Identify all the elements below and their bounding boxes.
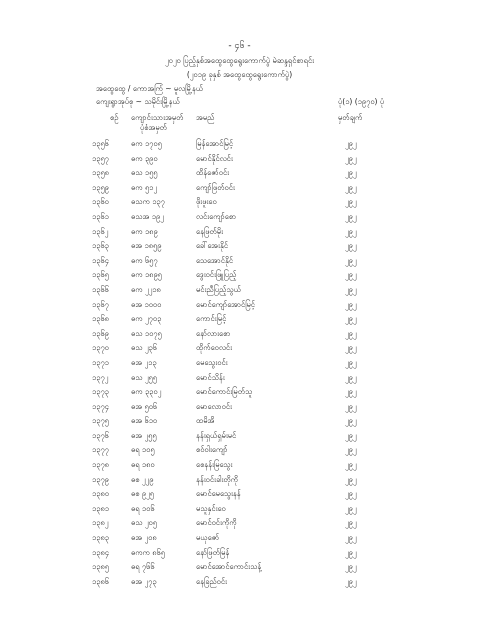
cell-note: ၂၉၂ <box>345 474 357 484</box>
col-header-id: ကျောင်းသားအမှတ် <box>131 113 184 122</box>
cell-no: ၁၃၆၇ <box>92 299 109 309</box>
table-row <box>0 195 479 210</box>
table-row <box>0 371 479 386</box>
cell-note: ၂၉၂ <box>345 168 357 178</box>
table-row <box>0 502 479 517</box>
cell-id: ဓစ ၂၂၉ <box>131 474 154 484</box>
table-row <box>0 181 479 196</box>
cell-no: ၁၃၇၄ <box>92 401 109 411</box>
cell-note: ၂၉၂ <box>345 241 357 251</box>
cell-id: ဓက ၁၇၀၅ <box>131 139 162 148</box>
cell-id: ဓသ ၂၅၅ <box>131 372 157 382</box>
cell-no: ၁၃၇၅ <box>92 416 109 426</box>
cell-id: ဓသ ၁၀၇၅ <box>131 328 162 338</box>
cell-id: ဓအ ၅၀၆ <box>131 401 158 411</box>
cell-note: ၂၉၂ <box>345 255 357 265</box>
cell-no: ၁၃၈၄ <box>92 547 109 557</box>
cell-note: ၂၉၂ <box>345 460 357 470</box>
cell-no: ၁၃၆၂ <box>92 226 109 236</box>
cell-id: ဓက ၆၅၇ <box>131 255 158 265</box>
cell-no: ၁၃၆၆ <box>92 284 109 294</box>
cell-id: ဓက ၂၇၀၃ <box>131 314 162 324</box>
col-header-name: အမည် <box>196 113 215 122</box>
cell-no: ၁၃၇၇ <box>92 445 109 455</box>
cell-no: ၁၃၇၈ <box>92 460 109 470</box>
cell-id: ဓအ ၁၈၅၉ <box>131 241 162 251</box>
table-row <box>0 443 479 458</box>
cell-id: ဓရ ၁၈၀ <box>131 460 155 470</box>
cell-name: ထမိအိ <box>196 416 215 426</box>
cell-no: ၁၃၆၅ <box>92 270 109 280</box>
table-row <box>0 400 479 415</box>
cell-id: ဓက ၃၃၀၂ <box>131 387 162 397</box>
cell-name: လင်းကျော်စော <box>196 211 237 221</box>
cell-note: ၂၉၂ <box>345 299 357 309</box>
cell-note: ၂၉၂ <box>345 139 357 148</box>
cell-name: စေနန်းမြသွေး <box>196 460 233 470</box>
table-row <box>0 385 479 400</box>
cell-id: ဓအ ၂၇၃ <box>131 576 157 586</box>
table-row <box>0 298 479 313</box>
table-row <box>0 327 479 342</box>
cell-id: ဓရ ၁၀၆ <box>131 503 155 513</box>
table-row <box>0 341 479 356</box>
header-left-line-1: အထွေထွေ / ကောအကြံ ~ မူလမြို့နယ် <box>96 84 204 93</box>
cell-id: ဓသ ၂၀၅ <box>131 518 157 528</box>
cell-note: ၂၉၂ <box>345 518 357 528</box>
cell-note: ၂၉၂ <box>345 387 357 397</box>
cell-name: မြန်အောင်မြင့် <box>196 139 234 148</box>
cell-note: ၂၉၂ <box>345 284 357 294</box>
cell-note: ၂၉၂ <box>345 503 357 513</box>
cell-name: မယုဇော် <box>196 533 220 543</box>
cell-name: မောင်နိုင်လင်း <box>196 153 233 163</box>
cell-note: ၂၉၂ <box>345 489 357 499</box>
cell-id: ဓစ ၉၂၅ <box>131 489 154 499</box>
cell-name: မသူနှင်းဝေ <box>196 503 226 513</box>
cell-no: ၁၃၈၆ <box>92 576 109 586</box>
cell-name: နော်ဖြတ်မြန် <box>196 547 230 557</box>
cell-id: ဓက ၂၂၁၈ <box>131 284 161 294</box>
cell-note: ၂၉၂ <box>345 357 357 367</box>
cell-no: ၁၃၇၆ <box>92 430 109 440</box>
col-header-no: စဉ် <box>110 113 119 122</box>
cell-name: မောင်မေသွေးနန် <box>196 489 241 499</box>
cell-no: ၁၃၈၃ <box>92 533 109 543</box>
table-row <box>0 356 479 371</box>
cell-id: ဓကက ၈၆၅ <box>131 547 166 557</box>
table-row <box>0 531 479 546</box>
table-row <box>0 560 479 575</box>
cell-name: မောလောဝင်း <box>196 401 232 411</box>
table-row <box>0 312 479 327</box>
cell-note: ၂၉၂ <box>345 153 357 163</box>
cell-note: ၂၉၂ <box>345 430 357 440</box>
cell-name: နေဖြတ်မိုး <box>196 226 223 236</box>
document-title: ၂၀၂၀ ပြည့်နှစ်အထွေထွေရွေးကောက်ပွဲ မဲဆန္ဒရှင်စာရင်း <box>164 56 315 65</box>
table-row <box>0 516 479 531</box>
table-row <box>0 414 479 429</box>
cell-id: ဓက ၅၁၂ <box>131 182 158 192</box>
cell-name: ဖိုးဖူးဝေ <box>196 197 217 207</box>
table-row <box>0 166 479 181</box>
cell-no: ၁၃၅၈ <box>92 168 109 178</box>
cell-note: ၂၉၂ <box>345 197 357 207</box>
table-row <box>0 546 479 561</box>
cell-no: ၁၃၇၁ <box>92 357 109 367</box>
cell-id: ဓက ၃၉၀ <box>131 153 158 163</box>
cell-id: ဓရ ၁၀၅ <box>131 445 155 455</box>
cell-no: ၁၃၆၈ <box>92 314 109 324</box>
cell-no: ၁၃၆၉ <box>92 328 109 338</box>
cell-name: နော်လားစော <box>196 328 231 338</box>
page-number: - ၄၆ - <box>228 41 251 51</box>
header-left-line-2: ကျေးရွာအုပ်စု ~ သမိုင်းမြို့နယ် <box>96 97 180 106</box>
cell-no: ၁၃၈၂ <box>92 518 109 528</box>
cell-name: မေသွေးဝင်း <box>196 357 228 367</box>
cell-note: ၂၉၂ <box>345 401 357 411</box>
cell-id: ဓက ၁၈၉ <box>131 226 158 236</box>
cell-no: ၁၃၈၅ <box>92 562 109 572</box>
cell-note: ၂၉၂ <box>345 182 357 192</box>
cell-id: ဓသအ ၁၉၂ <box>131 211 164 221</box>
cell-id: ဓအ ၁၀၀၀ <box>131 299 162 309</box>
table-row <box>0 239 479 254</box>
cell-note: ၂၉၂ <box>345 343 357 353</box>
table-row <box>0 225 479 240</box>
cell-id: ဓအ ၂၅၅ <box>131 430 157 440</box>
table-row <box>0 487 479 502</box>
table-row <box>0 210 479 225</box>
col-header-id-sub: ပုံစံအမှတ် <box>140 123 167 132</box>
cell-name: နန်းရှယ်ရှမ်းမင် <box>196 430 237 440</box>
cell-id: ဓအ ၂၁၃ <box>131 357 157 367</box>
cell-no: ၁၃၅၆ <box>92 139 109 148</box>
cell-no: ၁၃၆၀ <box>92 197 109 207</box>
cell-name: စဝ်ဝါးကျော် <box>196 445 228 455</box>
cell-name: သေအောင်နိုင် <box>196 255 233 265</box>
table-row <box>0 575 479 590</box>
cell-note: ၂၉၂ <box>345 211 357 221</box>
table-row <box>0 429 479 444</box>
table-row <box>0 268 479 283</box>
table-row <box>0 283 479 298</box>
cell-name: မောင်ကောင်းမြတ်သူ <box>196 387 253 397</box>
cell-no: ၁၃၈၁ <box>92 503 109 513</box>
cell-name: မောင်ဝင်းကိုကို <box>196 518 237 528</box>
cell-id: ဓသ ၂၃၆ <box>131 343 157 353</box>
cell-name: ကျော်ဖြတ်ဝင်း <box>196 182 235 192</box>
col-header-note: မှတ်ချက် <box>338 113 363 122</box>
document-subtitle: (၂၀၁၉ ခုနှစ် အထွေထွေရွေးကောက်ပွဲ) <box>186 70 293 79</box>
cell-id: ဓသက ၁၃၇ <box>131 197 165 207</box>
cell-id: ဓက ၁၈၉၅ <box>131 270 162 280</box>
cell-note: ၂၉၂ <box>345 328 357 338</box>
cell-name: မောင်ကျော်အောင်မြင့် <box>196 299 255 309</box>
cell-name: ဒွေးဝင်းဖြူပြည့် <box>196 270 237 280</box>
cell-name: ကောင်းမြင့် <box>196 314 227 324</box>
cell-name: ခေါ်အေးနိုင် <box>196 241 228 251</box>
cell-note: ၂၉၂ <box>345 314 357 324</box>
table-row <box>0 254 479 269</box>
cell-no: ၁၃၆၁ <box>92 211 109 221</box>
cell-id: ဓရ ၇၆၆ <box>131 562 155 572</box>
cell-note: ၂၉၂ <box>345 416 357 426</box>
table-row <box>0 152 479 167</box>
header-right: ပုံ(၁) (၁၉၇၀) ပုံ <box>338 97 385 106</box>
cell-name: ထိုက်ဝေလင်း <box>196 343 232 353</box>
cell-no: ၁၃၆၄ <box>92 255 109 265</box>
cell-note: ၂၉၂ <box>345 445 357 455</box>
cell-id: ဓသ ၁၅၅ <box>131 168 158 178</box>
cell-no: ၁၃၅၇ <box>92 153 109 163</box>
cell-no: ၁၃၇၀ <box>92 343 109 353</box>
cell-name: နေခြည်ဝင်း <box>196 576 227 586</box>
data-table <box>0 137 479 589</box>
cell-name: မောင်အောင်ကောင်းသန့် <box>196 562 262 572</box>
cell-note: ၂၉၂ <box>345 372 357 382</box>
cell-note: ၂၉၂ <box>345 547 357 557</box>
cell-no: ၁၃၇၉ <box>92 474 109 484</box>
cell-note: ၂၉၂ <box>345 562 357 572</box>
cell-note: ၂၉၂ <box>345 270 357 280</box>
table-row <box>0 137 479 152</box>
cell-name: ထိန်ဇော်ဝင်း <box>196 168 230 178</box>
cell-name: မင်းညီပြည့်သွယ် <box>196 284 241 294</box>
table-row <box>0 473 479 488</box>
cell-no: ၁၃၇၂ <box>92 372 109 382</box>
cell-no: ၁၃၆၃ <box>92 241 109 251</box>
cell-note: ၂၉၂ <box>345 576 357 586</box>
table-row <box>0 458 479 473</box>
cell-name: မောင်သိန်း <box>196 372 225 382</box>
cell-no: ၁၃၅၉ <box>92 182 109 192</box>
cell-note: ၂၉၂ <box>345 226 357 236</box>
cell-no: ၁၃၈၀ <box>92 489 109 499</box>
cell-no: ၁၃၇၃ <box>92 387 109 397</box>
cell-note: ၂၉၂ <box>345 533 357 543</box>
cell-name: နန်းဝင်းခါးတိုကို <box>196 474 239 484</box>
cell-id: ဓအ ၂၀၈ <box>131 533 157 543</box>
cell-id: ဓအ ၆၁၀ <box>131 416 158 426</box>
